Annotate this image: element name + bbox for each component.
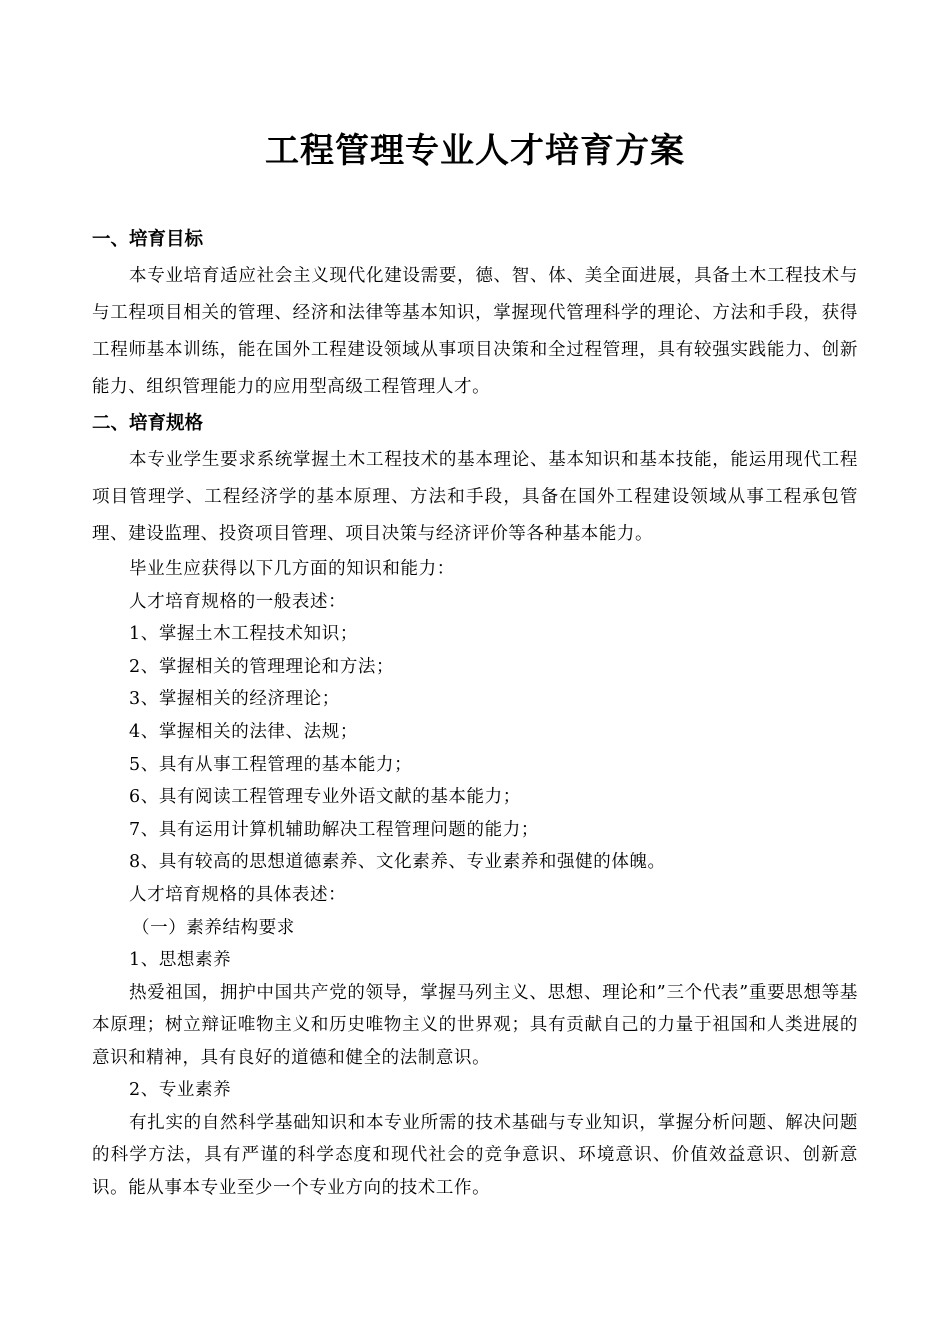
section-heading-specifications: 二、培育规格 [92, 413, 204, 434]
list-item: 2、掌握相关的管理理论和方法； [129, 656, 395, 677]
document-content [92, 222, 858, 1204]
ideological-quality-text: 热爱祖国，拥护中国共产党的领导，掌握马列主义、思想、理论和”三个代表”重要思想等基本原理；树立辩证唯物主义和历史唯物主义的世界观；具有贡献自己的力量于祖国和人类进展的意识和精神，具有良好的道德和健全的法制意识。 [92, 982, 858, 1068]
list-item: 4、掌握相关的法律、法规； [129, 721, 358, 742]
graduate-intro: 毕业生应获得以下几方面的知识和能力： [129, 559, 455, 579]
list-item: 1、掌握土木工程技术知识； [129, 624, 358, 645]
professional-quality-text: 有扎实的自然科学基础知识和本专业所需的技术基础与专业知识，掌握分析问题、解决问题的科学方法，具有严谨的科学态度和现代社会的竞争意识、环境意识、价值效益意识、创新意识。能从事本专业至少一个专业方向的技术工作。 [92, 1112, 858, 1198]
goals-paragraph: 本专业培育适应社会主义现代化建设需要，德、智、体、美全面进展，具备土木工程技术与与工程项目相关的管理、经济和法律等基本知识，掌握现代管理科学的理论、方法和手段，获得工程师基本训练，能在国外工程建设领域从事项目决策和全过程管理，具有较强实践能力、创新能力、组织管理能力的应用型高级工程管理人才。 [92, 266, 858, 397]
section-heading-goals: 一、培育目标 [92, 229, 204, 250]
document-title: 工程管理专业人才培育方案 [265, 131, 685, 171]
quality-structure-heading: （一）素养结构要求 [132, 917, 295, 938]
list-item: 8、具有较高的思想道德素养、文化素养、专业素养和强健的体魄。 [129, 852, 666, 873]
general-spec-label: 人才培育规格的一般表述： [129, 591, 347, 612]
list-item: 6、具有阅读工程管理专业外语文献的基本能力； [129, 787, 521, 808]
professional-quality-label: 2、专业素养 [129, 1080, 232, 1101]
specifications-paragraph: 本专业学生要求系统掌握土木工程技术的基本理论、基本知识和基本技能，能运用现代工程项目管理学、工程经济学的基本原理、方法和手段，具备在国外工程建设领域从事工程承包管理、建设监理、投资项目管理、项目决策与经济评价等各种基本能力。 [92, 450, 858, 544]
list-item: 7、具有运用计算机辅助解决工程管理问题的能力； [129, 819, 539, 840]
ideological-quality-label: 1、思想素养 [129, 950, 232, 971]
specific-spec-label: 人才培育规格的具体表述： [129, 884, 347, 905]
list-item: 5、具有从事工程管理的基本能力； [129, 754, 413, 775]
list-item: 3、掌握相关的经济理论； [129, 689, 340, 710]
